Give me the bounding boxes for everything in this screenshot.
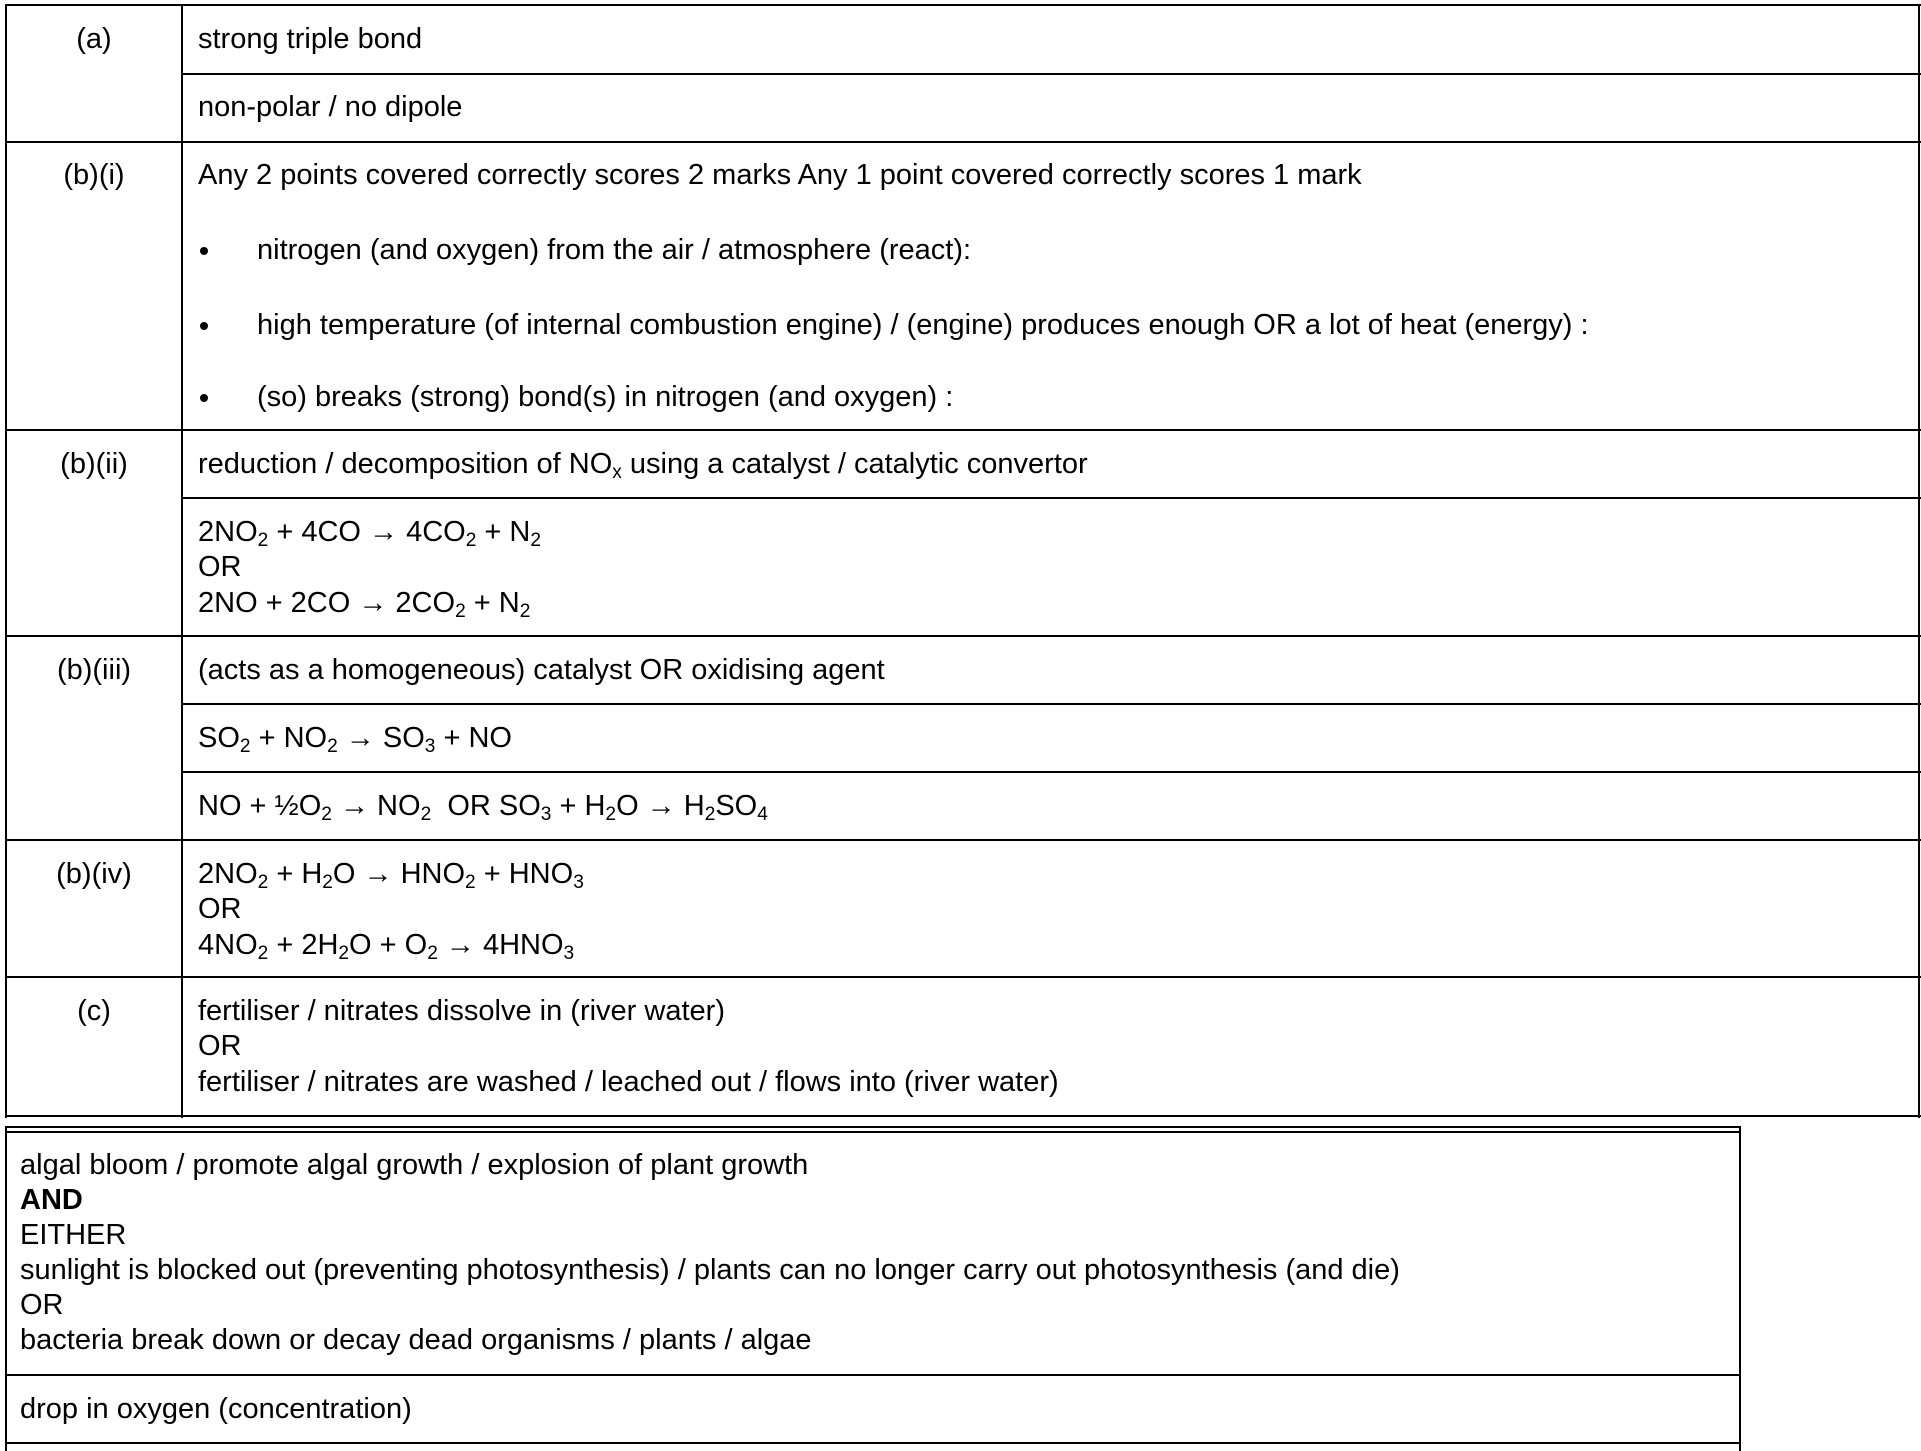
equation-bii-1: $2NO_2 + 4CO \to 4CO_2 + N_2$ (198, 516, 541, 551)
bullet-icon (200, 247, 208, 255)
row-divider (5, 141, 1921, 143)
question-label-biii: (b)(iii) (56, 654, 132, 686)
continuation-border-right (1739, 1126, 1741, 1451)
continuation-line-6: bacteria break down or decay dead organisms / plants / algae (20, 1324, 812, 1356)
row-divider (5, 1374, 1741, 1376)
equation-bii-2: $2NO + 2CO \to 2CO_2 + N_2$ (198, 587, 531, 622)
row-divider (183, 497, 1921, 499)
table-border-bottom (5, 1115, 1921, 1117)
row-divider (5, 635, 1921, 637)
question-label-bi: (b)(i) (63, 159, 125, 191)
continuation-border-left (5, 1126, 7, 1451)
equation-biv-2: $4NO_2 + 2H_2O + O_2 \to 4HNO_3$ (198, 929, 575, 964)
continuation-line-2: AND (20, 1184, 83, 1216)
continuation-line-1: algal bloom / promote algal growth / explosion of plant growth (20, 1149, 809, 1181)
answer-c-1: fertiliser / nitrates dissolve in (river water) (198, 995, 725, 1027)
table-border-right (1918, 4, 1920, 1118)
equation-biv-1: $2NO_2 + H_2O \to HNO_2 + HNO_3$ (198, 858, 584, 893)
equation-biii-2: NO + $\frac{1}{2}O_2 \to NO_2$ OR $SO_3 + H_2O \to H_2SO_4$ (198, 790, 768, 825)
answer-bi-intro: Any 2 points covered correctly scores 2 marks Any 1 point covered correctly scores 1 mark (198, 159, 1362, 191)
question-label-c: (c) (77, 995, 111, 1027)
answer-bi-point-2: high temperature (of internal combustion engine) / (engine) produces enough OR a lot of heat (energy) : (257, 309, 1589, 341)
answer-c-3: fertiliser / nitrates are washed / leached out / flows into (river water) (198, 1066, 1059, 1098)
table-border-top (5, 4, 1921, 6)
continuation-border-top (5, 1131, 1741, 1133)
row-divider (183, 703, 1921, 705)
or-text: OR (198, 893, 242, 925)
row-divider (5, 839, 1921, 841)
answer-biii-1: (acts as a homogeneous) catalyst OR oxidising agent (198, 654, 885, 686)
table-column-divider (181, 4, 183, 1118)
answer-bii-1: reduction / decomposition of $NO_x$ using a catalyst / catalytic convertor (198, 448, 1088, 483)
answer-bi-point-1: nitrogen (and oxygen) from the air / atmosphere (react): (257, 234, 972, 266)
row-divider (183, 73, 1921, 75)
or-text: OR (198, 1030, 242, 1062)
equation-biii-1: $SO_2 + NO_2 \to SO_3$ + NO (198, 722, 512, 757)
continuation-line-5: OR (20, 1289, 64, 1321)
continuation-line-4: sunlight is blocked out (preventing photosynthesis) / plants can no longer carry out photosynthesis (and die) (20, 1254, 1400, 1286)
bullet-icon (200, 394, 208, 402)
question-label-biv: (b)(iv) (56, 858, 132, 890)
question-label-bii: (b)(ii) (60, 448, 128, 480)
bullet-icon (200, 322, 208, 330)
row-divider (183, 771, 1921, 773)
question-label-a: (a) (76, 23, 112, 55)
continuation-line-3: EITHER (20, 1219, 127, 1251)
row-divider (5, 976, 1921, 978)
answer-bi-point-3: (so) breaks (strong) bond(s) in nitrogen (and oxygen) : (257, 381, 954, 413)
continuation-border-top (5, 1126, 1741, 1128)
row-divider (5, 429, 1921, 431)
answer-a-1: strong triple bond (198, 23, 423, 55)
answer-a-2: non-polar / no dipole (198, 91, 463, 123)
continuation-line-7: drop in oxygen (concentration) (20, 1393, 412, 1425)
continuation-border-bottom (5, 1442, 1741, 1444)
or-text: OR (198, 551, 242, 583)
